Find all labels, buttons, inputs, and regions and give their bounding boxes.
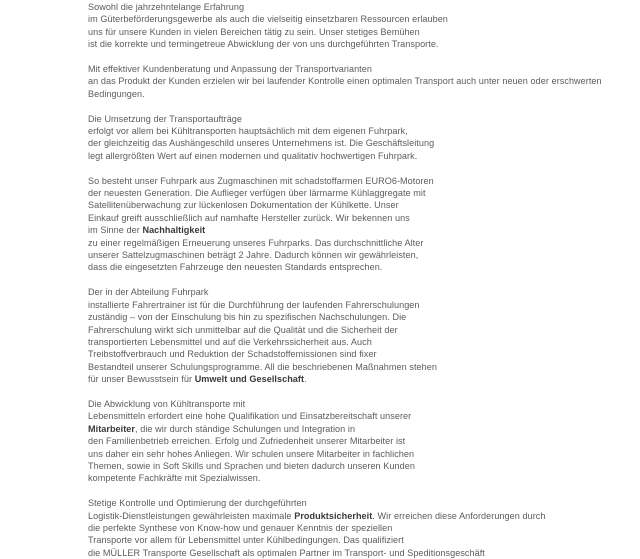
paragraph-produktsicherheit: Stetige Kontrolle und Optimierung der durchgeführten Logistik-Dienstleistungen gewährleisten maximale Produktsicherheit. Wir erreichen diese Anforderungen durch die perfekte Synthese von Know-how und genauer Kenntnis der speziellen Transporte vor allem für Lebensmittel unter Kühlbedingungen. Das qualifiziert die MÜLLER Transporte Gesellschaft als optimalen Partner im Transport- und Speditionsgeschäft xyxy=(88,498,546,558)
document-body xyxy=(88,1,628,559)
paragraph-fahrerschulung: Der in der Abteilung Fuhrpark installierte Fahrertrainer ist für die Durchführung der laufenden Fahrerschulungen zuständig – von der Einschulung bis hin zu spezifischen Nachschulungen. Die Fahrerschulung wirkt sich unmittelbar auf die Qualität und die Sicherheit der transportierten Lebensmittel und auf die Verkehrssicherheit aus. Auch Treibstoffverbrauch und Reduktion der Schadstoffemissionen sind fixer Bestandteil unserer Schulungsprogramme. All die beschriebenen Maßnahmen stehen für unser Bewusstsein für Umwelt und Gesellschaft. xyxy=(88,287,437,385)
paragraph-erfahrung: Sowohl die jahrzehntelange Erfahrung im Güterbeförderungsgewerbe als auch die vielseitig einsetzbaren Ressourcen erlauben uns für unsere Kunden in vielen Bereichen tätig zu sein. Unser stetiges Bemühen ist die korrekte und termingetreue Abwicklung der von uns durchgeführten Transporte. xyxy=(88,2,448,50)
paragraph-kundenberatung: Mit effektiver Kundenberatung und Anpassung der Transportvarianten an das Produkt der Kunden erzielen wir bei laufender Kontrolle einen optimalen Transport auch unter neuen oder erschwerten Bedingungen. xyxy=(88,64,602,99)
paragraph-transportauftraege: Die Umsetzung der Transportaufträge erfolgt vor allem bei Kühltransporten hauptsächlich mit dem eigenen Fuhrpark, der gleichzeitig das Aushängeschild unseres Unternehmens ist. Die Geschäftsleitung legt allergrößten Wert auf einen modernen und qualitativ hochwertigen Fuhrpark. xyxy=(88,113,435,161)
paragraph-fuhrpark-nachhaltigkeit: So besteht unser Fuhrpark aus Zugmaschinen mit schadstoffarmen EURO6-Motoren der neuesten Generation. Die Auflieger verfügen über lärmarme Kühlaggregate mit Satellitenüberwachung zur lückenlosen Dokumentation der Kühlkette. Unser Einkauf greift ausschließlich auf namhafte Hersteller zurück. Wir bekennen uns im Sinne der Nachhaltigkeit zu einer regelmäßigen Erneuerung unseres Fuhrparks. Das durchschnittliche Alter unserer Sattelzugmaschinen beträgt 2 Jahre. Dadurch können wir gewährleisten, dass die eingesetzten Fahrzeuge den neuesten Standards entsprechen. xyxy=(88,175,434,273)
paragraph-mitarbeiter: Die Abwicklung von Kühltransporte mit Lebensmitteln erfordert eine hohe Qualifikation und Einsatzbereitschaft unserer Mitarbeiter, die wir durch ständige Schulungen und Integration in den Familienbetrieb erreichen. Erfolg und Zufriedenheit unserer Mitarbeiter ist uns daher ein sehr hohes Anliegen. Wir schulen unsere Mitarbeiter in fachlichen Themen, sowie in Soft Skills und Sprachen und bieten dadurch unseren Kunden kompetente Fachkräfte mit Spezialwissen. xyxy=(88,398,415,484)
